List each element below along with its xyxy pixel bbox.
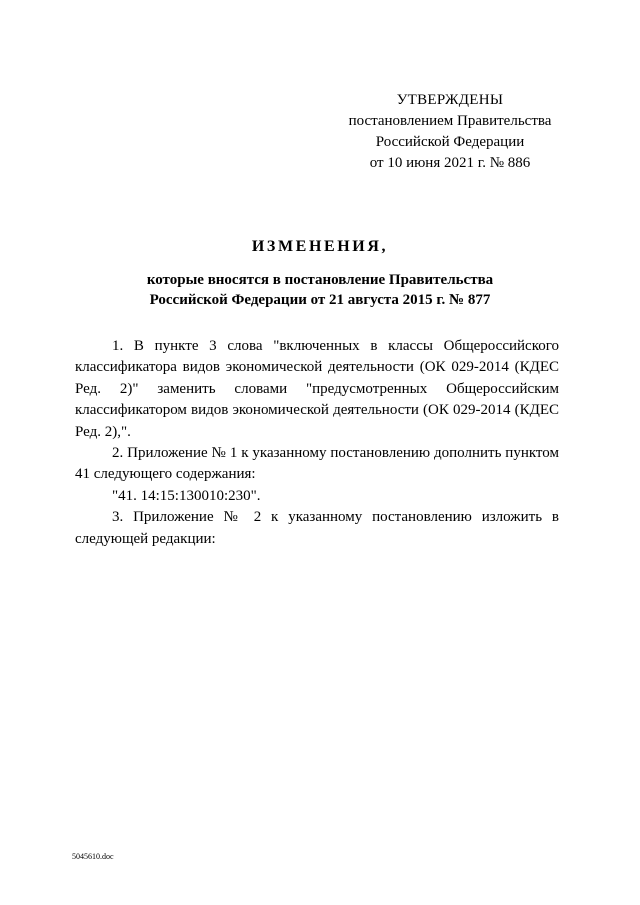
document-title: ИЗМЕНЕНИЯ,	[251, 238, 389, 255]
approval-line-2: Российской Федерации	[375, 134, 525, 150]
paragraph-quote-41: "41. 14:15:130010:230".	[112, 487, 261, 504]
document-body	[75, 336, 559, 550]
document-heading	[0, 236, 640, 310]
paragraph-item-3: 3. Приложение № 2 к указанному постановлению изложить в следующей редакции:	[75, 509, 559, 547]
paragraph-item-2: 2. Приложение № 1 к указанному постановлению дополнить пунктом 41 следующего содержания:	[75, 445, 559, 483]
approval-title: УТВЕРЖДЕНЫ	[396, 92, 504, 108]
document-subtitle-line-2: Российской Федерации от 21 августа 2015 г. № 877	[149, 292, 491, 308]
approval-line-1: постановлением Правительства	[348, 113, 552, 129]
approval-date-number: от 10 июня 2021 г. № 886	[369, 155, 531, 171]
document-subtitle-line-1: которые вносятся в постановление Правительства	[146, 272, 494, 288]
approval-block	[330, 90, 570, 174]
document-file-id: 5045610.doc	[72, 852, 114, 861]
paragraph-item-1: 1. В пункте 3 слова "включенных в классы Общероссийского классификатора видов экономической деятельности (ОК 029-2014 (КДЕС Ред. 2)" заменить словами "предусмотренных Общероссийским классификатором видов экономической деятельности (ОК 029-2014 (КДЕС Ред. 2),".	[75, 338, 559, 440]
